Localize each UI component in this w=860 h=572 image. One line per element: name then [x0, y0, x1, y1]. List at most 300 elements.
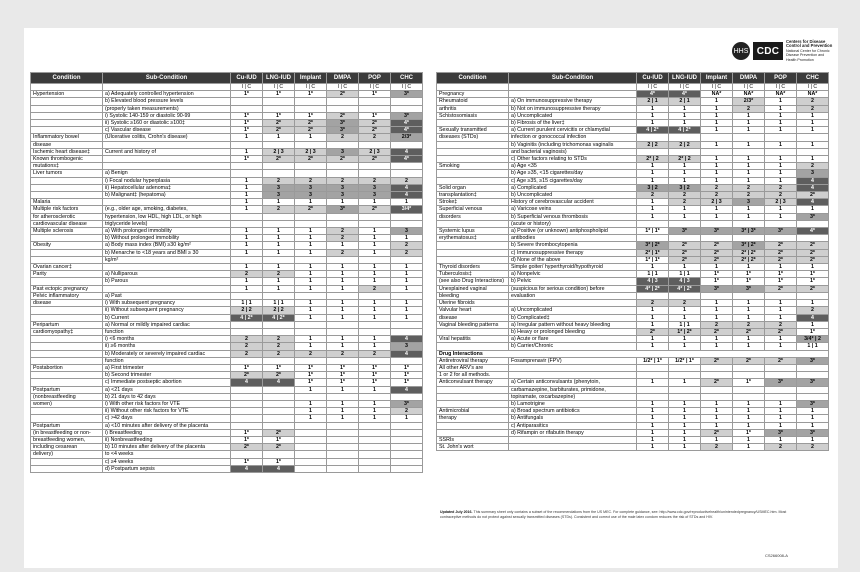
- category-cell: 1: [295, 386, 327, 393]
- category-cell: [295, 444, 327, 451]
- condition-cell: [31, 465, 103, 472]
- table-row: [31, 429, 423, 436]
- category-cell: 2*: [765, 249, 797, 256]
- category-cell: 1: [765, 141, 797, 148]
- category-cell: 1: [733, 141, 765, 148]
- category-cell: 4*: [797, 228, 829, 235]
- subcondition-cell: b) Severe thrombocytopenia: [509, 242, 637, 249]
- category-cell: [359, 458, 391, 465]
- subcondition-cell: [509, 444, 637, 451]
- category-cell: 1: [669, 400, 701, 407]
- header-method: DMPA: [733, 73, 765, 84]
- category-cell: [295, 393, 327, 400]
- table-row: [31, 206, 423, 213]
- category-cell: [797, 235, 829, 242]
- category-cell: [669, 364, 701, 371]
- category-cell: 2*: [701, 429, 733, 436]
- category-cell: 2: [231, 271, 263, 278]
- category-cell: 1: [231, 177, 263, 184]
- category-cell: [263, 105, 295, 112]
- condition-cell: [31, 314, 103, 321]
- category-cell: [391, 429, 423, 436]
- category-cell: [231, 328, 263, 335]
- category-cell: 2*: [359, 156, 391, 163]
- category-cell: NA*: [733, 91, 765, 98]
- category-cell: 1: [765, 206, 797, 213]
- category-cell: 1: [797, 156, 829, 163]
- category-cell: 2: [733, 105, 765, 112]
- subcondition-cell: a) Adequately controlled hypertension: [103, 91, 231, 98]
- category-cell: 1: [327, 314, 359, 321]
- category-cell: 1: [295, 134, 327, 141]
- table-row: [437, 314, 829, 321]
- header-condition: Condition: [437, 73, 509, 84]
- subcondition-cell: a) On immunosuppressive therapy: [509, 98, 637, 105]
- condition-cell: Uterine fibroids: [437, 300, 509, 307]
- category-cell: 1*: [231, 156, 263, 163]
- category-cell: 2: [733, 192, 765, 199]
- category-cell: 2*: [701, 379, 733, 386]
- category-cell: [733, 364, 765, 371]
- category-cell: [295, 465, 327, 472]
- subcondition-cell: c) Other factors relating to STDs: [509, 156, 637, 163]
- table-row: [437, 184, 829, 191]
- table-row: [31, 436, 423, 443]
- table-row: [31, 379, 423, 386]
- condition-cell: [437, 120, 509, 127]
- category-cell: [669, 134, 701, 141]
- category-cell: [391, 220, 423, 227]
- category-cell: 2 | 1: [637, 98, 669, 105]
- category-cell: 1* | 2*: [669, 328, 701, 335]
- category-cell: 1: [733, 163, 765, 170]
- cdc-org-text: Centers for Disease Control and Prevention National Center for Chronic Disease Prevention and Health Promotion: [786, 39, 833, 62]
- condition-cell: (in breastfeeding or non-: [31, 429, 103, 436]
- category-cell: 1: [765, 170, 797, 177]
- category-cell: [359, 429, 391, 436]
- table-row: [31, 422, 423, 429]
- category-cell: 3: [359, 192, 391, 199]
- category-cell: 1: [637, 120, 669, 127]
- category-cell: 1: [669, 307, 701, 314]
- category-cell: 1: [669, 379, 701, 386]
- category-cell: 1*: [391, 372, 423, 379]
- category-cell: 1: [295, 307, 327, 314]
- category-cell: 2*: [733, 357, 765, 364]
- subcondition-cell: Fosamprenavir (FPV): [509, 357, 637, 364]
- category-cell: 1: [765, 300, 797, 307]
- category-cell: [263, 163, 295, 170]
- category-cell: [733, 235, 765, 242]
- category-cell: 2*: [359, 127, 391, 134]
- category-cell: 2: [391, 249, 423, 256]
- category-cell: [231, 386, 263, 393]
- condition-cell: [437, 400, 509, 407]
- category-cell: 2*: [263, 156, 295, 163]
- category-cell: [391, 256, 423, 263]
- subcondition-cell: b) Vaginitis (including trichomonas vaginalis: [509, 141, 637, 148]
- category-cell: 2*: [701, 249, 733, 256]
- category-cell: [391, 98, 423, 105]
- table-row: [437, 436, 829, 443]
- category-cell: 2*: [231, 444, 263, 451]
- table-row: [437, 408, 829, 415]
- subcondition-cell: Simple goiter/ hyperthyroid/hypothyroid: [509, 264, 637, 271]
- category-cell: 1: [359, 199, 391, 206]
- category-cell: 4*: [637, 91, 669, 98]
- category-cell: 1*: [295, 91, 327, 98]
- category-cell: [637, 292, 669, 299]
- category-cell: 1: [733, 343, 765, 350]
- category-cell: 1: [263, 228, 295, 235]
- table-row: [31, 98, 423, 105]
- category-cell: [391, 105, 423, 112]
- category-cell: 1: [669, 206, 701, 213]
- category-cell: 2: [669, 192, 701, 199]
- ic-blank: [509, 84, 637, 91]
- category-cell: [231, 213, 263, 220]
- category-cell: 1: [765, 314, 797, 321]
- table-row: [437, 393, 829, 400]
- category-cell: 1: [231, 228, 263, 235]
- category-cell: 1: [231, 242, 263, 249]
- category-cell: 1: [701, 436, 733, 443]
- category-cell: 1*: [295, 372, 327, 379]
- category-cell: [327, 444, 359, 451]
- category-cell: 1: [733, 444, 765, 451]
- table-row: [437, 156, 829, 163]
- category-cell: 2* | 2*: [733, 249, 765, 256]
- header-condition: Condition: [31, 73, 103, 84]
- category-cell: [231, 422, 263, 429]
- header-method: LNG-IUD: [263, 73, 295, 84]
- category-cell: 1: [637, 343, 669, 350]
- category-cell: 4 | 2*: [263, 314, 295, 321]
- category-cell: [637, 386, 669, 393]
- condition-cell: [437, 242, 509, 249]
- category-cell: 4: [391, 386, 423, 393]
- category-cell: 2: [295, 350, 327, 357]
- category-cell: [263, 400, 295, 407]
- category-cell: 2: [797, 98, 829, 105]
- category-cell: [701, 386, 733, 393]
- category-cell: 1: [327, 386, 359, 393]
- category-cell: 1: [231, 199, 263, 206]
- category-cell: [797, 386, 829, 393]
- category-cell: 1: [669, 415, 701, 422]
- category-cell: 1: [637, 429, 669, 436]
- category-cell: 2: [701, 444, 733, 451]
- ic-label: I | C: [701, 84, 733, 91]
- category-cell: 2: [669, 300, 701, 307]
- condition-cell: [31, 408, 103, 415]
- header-subcondition: Sub-Condition: [103, 73, 231, 84]
- table-row: [437, 199, 829, 206]
- category-cell: 1: [637, 213, 669, 220]
- category-cell: 3: [263, 192, 295, 199]
- category-cell: 2*: [669, 256, 701, 263]
- category-cell: 1: [391, 264, 423, 271]
- category-cell: 1*: [231, 364, 263, 371]
- category-cell: [295, 163, 327, 170]
- table-row: [437, 206, 829, 213]
- category-cell: 1: [327, 408, 359, 415]
- category-cell: [295, 141, 327, 148]
- category-cell: 1: [669, 429, 701, 436]
- category-cell: 1 | 1: [263, 300, 295, 307]
- category-cell: [359, 220, 391, 227]
- category-cell: NA*: [701, 91, 733, 98]
- category-cell: 1: [637, 379, 669, 386]
- category-cell: [263, 386, 295, 393]
- condition-cell: [437, 141, 509, 148]
- category-cell: 1: [797, 206, 829, 213]
- category-cell: 1*: [359, 91, 391, 98]
- category-cell: [327, 458, 359, 465]
- ic-label: I | C: [327, 84, 359, 91]
- category-cell: [359, 451, 391, 458]
- table-row: [31, 220, 423, 227]
- category-cell: 1*: [263, 91, 295, 98]
- subcondition-cell: b) Antifungals: [509, 415, 637, 422]
- category-cell: 4* | 2*: [669, 285, 701, 292]
- category-cell: 1: [701, 170, 733, 177]
- table-row: [31, 249, 423, 256]
- table-row: [437, 429, 829, 436]
- category-cell: 2: [765, 321, 797, 328]
- category-cell: 2*: [797, 192, 829, 199]
- subcondition-cell: b) Age ≥35, <15 cigarettes/day: [509, 170, 637, 177]
- category-cell: 1: [701, 163, 733, 170]
- category-cell: 1*: [295, 364, 327, 371]
- subcondition-cell: b) Without prolonged immobility: [103, 235, 231, 242]
- category-cell: 1: [765, 98, 797, 105]
- category-cell: 4*: [391, 127, 423, 134]
- category-cell: [765, 220, 797, 227]
- category-cell: [295, 292, 327, 299]
- category-cell: 1*: [231, 429, 263, 436]
- category-cell: 1*: [295, 379, 327, 386]
- category-cell: [797, 292, 829, 299]
- category-cell: 1: [359, 343, 391, 350]
- category-cell: [327, 163, 359, 170]
- category-cell: 3: [327, 148, 359, 155]
- category-cell: 1: [765, 400, 797, 407]
- subcondition-cell: b) Fibrosis of the liver‡: [509, 120, 637, 127]
- category-cell: 1: [797, 415, 829, 422]
- category-cell: 2: [359, 134, 391, 141]
- category-cell: 1*: [231, 127, 263, 134]
- category-cell: 1: [701, 264, 733, 271]
- category-cell: 1 | 1: [669, 271, 701, 278]
- header-method: DMPA: [327, 73, 359, 84]
- category-cell: [669, 235, 701, 242]
- category-cell: 1*: [359, 372, 391, 379]
- condition-cell: [437, 422, 509, 429]
- table-row: [437, 300, 829, 307]
- category-cell: 1: [327, 264, 359, 271]
- category-cell: 3 | 2: [637, 184, 669, 191]
- category-cell: 2: [733, 321, 765, 328]
- category-cell: [391, 422, 423, 429]
- category-cell: 1: [295, 408, 327, 415]
- condition-cell: cardiovascular disease: [31, 220, 103, 227]
- condition-cell: [437, 393, 509, 400]
- category-cell: 1: [359, 228, 391, 235]
- category-cell: 1*: [797, 271, 829, 278]
- category-cell: 1: [637, 422, 669, 429]
- category-cell: 2: [733, 184, 765, 191]
- category-cell: 1: [295, 400, 327, 407]
- condition-cell: Systemic lupus: [437, 228, 509, 235]
- header-method: Implant: [701, 73, 733, 84]
- category-cell: 1: [391, 271, 423, 278]
- subcondition-cell: b) Not on immunosuppressive therapy: [509, 105, 637, 112]
- category-cell: 1 | 1: [637, 271, 669, 278]
- category-cell: 1*: [765, 271, 797, 278]
- condition-cell: Inflammatory bowel: [31, 134, 103, 141]
- table-row: [31, 213, 423, 220]
- category-cell: [295, 213, 327, 220]
- category-cell: [231, 415, 263, 422]
- subcondition-cell: History of cerebrovascular accident: [509, 199, 637, 206]
- category-cell: 1: [359, 400, 391, 407]
- category-cell: [701, 393, 733, 400]
- table-row: [437, 98, 829, 105]
- subcondition-cell: i) With other risk factors for VTE: [103, 400, 231, 407]
- condition-cell: Rheumatoid: [437, 98, 509, 105]
- category-cell: 2*: [765, 242, 797, 249]
- category-cell: 1: [797, 112, 829, 119]
- category-cell: [733, 372, 765, 379]
- category-cell: [263, 422, 295, 429]
- category-cell: 1: [295, 336, 327, 343]
- category-cell: [327, 357, 359, 364]
- subcondition-cell: ii) Systolic ≥160 or diastolic ≥100‡: [103, 120, 231, 127]
- category-cell: 1: [797, 120, 829, 127]
- category-cell: 1: [327, 300, 359, 307]
- subcondition-cell: [509, 436, 637, 443]
- condition-cell: [437, 177, 509, 184]
- category-cell: 1: [295, 314, 327, 321]
- condition-cell: Pregnancy: [437, 91, 509, 98]
- category-cell: 1*: [359, 112, 391, 119]
- category-cell: [231, 170, 263, 177]
- ic-label: I | C: [231, 84, 263, 91]
- left-table-body: [31, 91, 423, 473]
- category-cell: 3*: [765, 228, 797, 235]
- condition-cell: [31, 343, 103, 350]
- table-row: [31, 285, 423, 292]
- table-row: [31, 120, 423, 127]
- category-cell: 4*: [669, 91, 701, 98]
- category-cell: [765, 386, 797, 393]
- category-cell: [701, 220, 733, 227]
- category-cell: 4: [231, 379, 263, 386]
- category-cell: 1: [701, 415, 733, 422]
- table-row: [437, 127, 829, 134]
- condition-cell: erythematosus‡: [437, 235, 509, 242]
- table-row: [437, 271, 829, 278]
- category-cell: [391, 393, 423, 400]
- subcondition-cell: (acute or history): [509, 220, 637, 227]
- table-row: [31, 170, 423, 177]
- category-cell: 1*: [391, 379, 423, 386]
- category-cell: 1: [765, 264, 797, 271]
- condition-cell: bleeding: [437, 292, 509, 299]
- table-row: [31, 192, 423, 199]
- condition-cell: Multiple sclerosis: [31, 228, 103, 235]
- category-cell: 2*: [701, 256, 733, 263]
- category-cell: [231, 163, 263, 170]
- category-cell: 1: [765, 336, 797, 343]
- subcondition-cell: b) Current: [103, 314, 231, 321]
- category-cell: 2*: [327, 156, 359, 163]
- subcondition-cell: a) Uncomplicated: [509, 307, 637, 314]
- category-cell: 2*: [797, 249, 829, 256]
- category-cell: 2*: [263, 429, 295, 436]
- category-cell: 1: [263, 235, 295, 242]
- category-cell: [295, 105, 327, 112]
- table-row: [437, 372, 829, 379]
- category-cell: 3/4*: [391, 206, 423, 213]
- category-cell: [359, 105, 391, 112]
- category-cell: 1*: [733, 379, 765, 386]
- table-row: [31, 256, 423, 263]
- category-cell: 1: [327, 278, 359, 285]
- category-cell: 3: [359, 184, 391, 191]
- condition-cell: disorders: [437, 213, 509, 220]
- condition-cell: Ovarian cancer‡: [31, 264, 103, 271]
- category-cell: 1: [669, 422, 701, 429]
- condition-cell: [437, 386, 509, 393]
- category-cell: 1: [797, 436, 829, 443]
- category-cell: 1: [359, 235, 391, 242]
- category-cell: 2: [359, 177, 391, 184]
- category-cell: 1: [327, 336, 359, 343]
- table-row: [31, 278, 423, 285]
- category-cell: 2: [391, 242, 423, 249]
- subcondition-cell: [103, 163, 231, 170]
- condition-cell: SSRIs: [437, 436, 509, 443]
- category-cell: 1: [669, 264, 701, 271]
- category-cell: [797, 393, 829, 400]
- category-cell: 2: [359, 285, 391, 292]
- header-method: LNG-IUD: [669, 73, 701, 84]
- category-cell: 1: [391, 235, 423, 242]
- subcondition-cell: [103, 156, 231, 163]
- table-row: [31, 408, 423, 415]
- category-cell: [231, 393, 263, 400]
- condition-cell: All other ARV's are: [437, 364, 509, 371]
- category-cell: 3*: [391, 91, 423, 98]
- category-cell: 1: [231, 235, 263, 242]
- category-cell: [669, 393, 701, 400]
- category-cell: 2: [391, 408, 423, 415]
- subcondition-cell: a) <10 minutes after delivery of the placenta: [103, 422, 231, 429]
- category-cell: [327, 220, 359, 227]
- category-cell: 1: [359, 242, 391, 249]
- category-cell: [359, 393, 391, 400]
- right-eligibility-table: [436, 72, 829, 451]
- category-cell: 1*: [295, 112, 327, 119]
- category-cell: 1: [391, 300, 423, 307]
- category-cell: [669, 386, 701, 393]
- table-row: [31, 343, 423, 350]
- category-cell: 1: [733, 336, 765, 343]
- condition-cell: cardiomyopathy‡: [31, 328, 103, 335]
- category-cell: 1: [669, 336, 701, 343]
